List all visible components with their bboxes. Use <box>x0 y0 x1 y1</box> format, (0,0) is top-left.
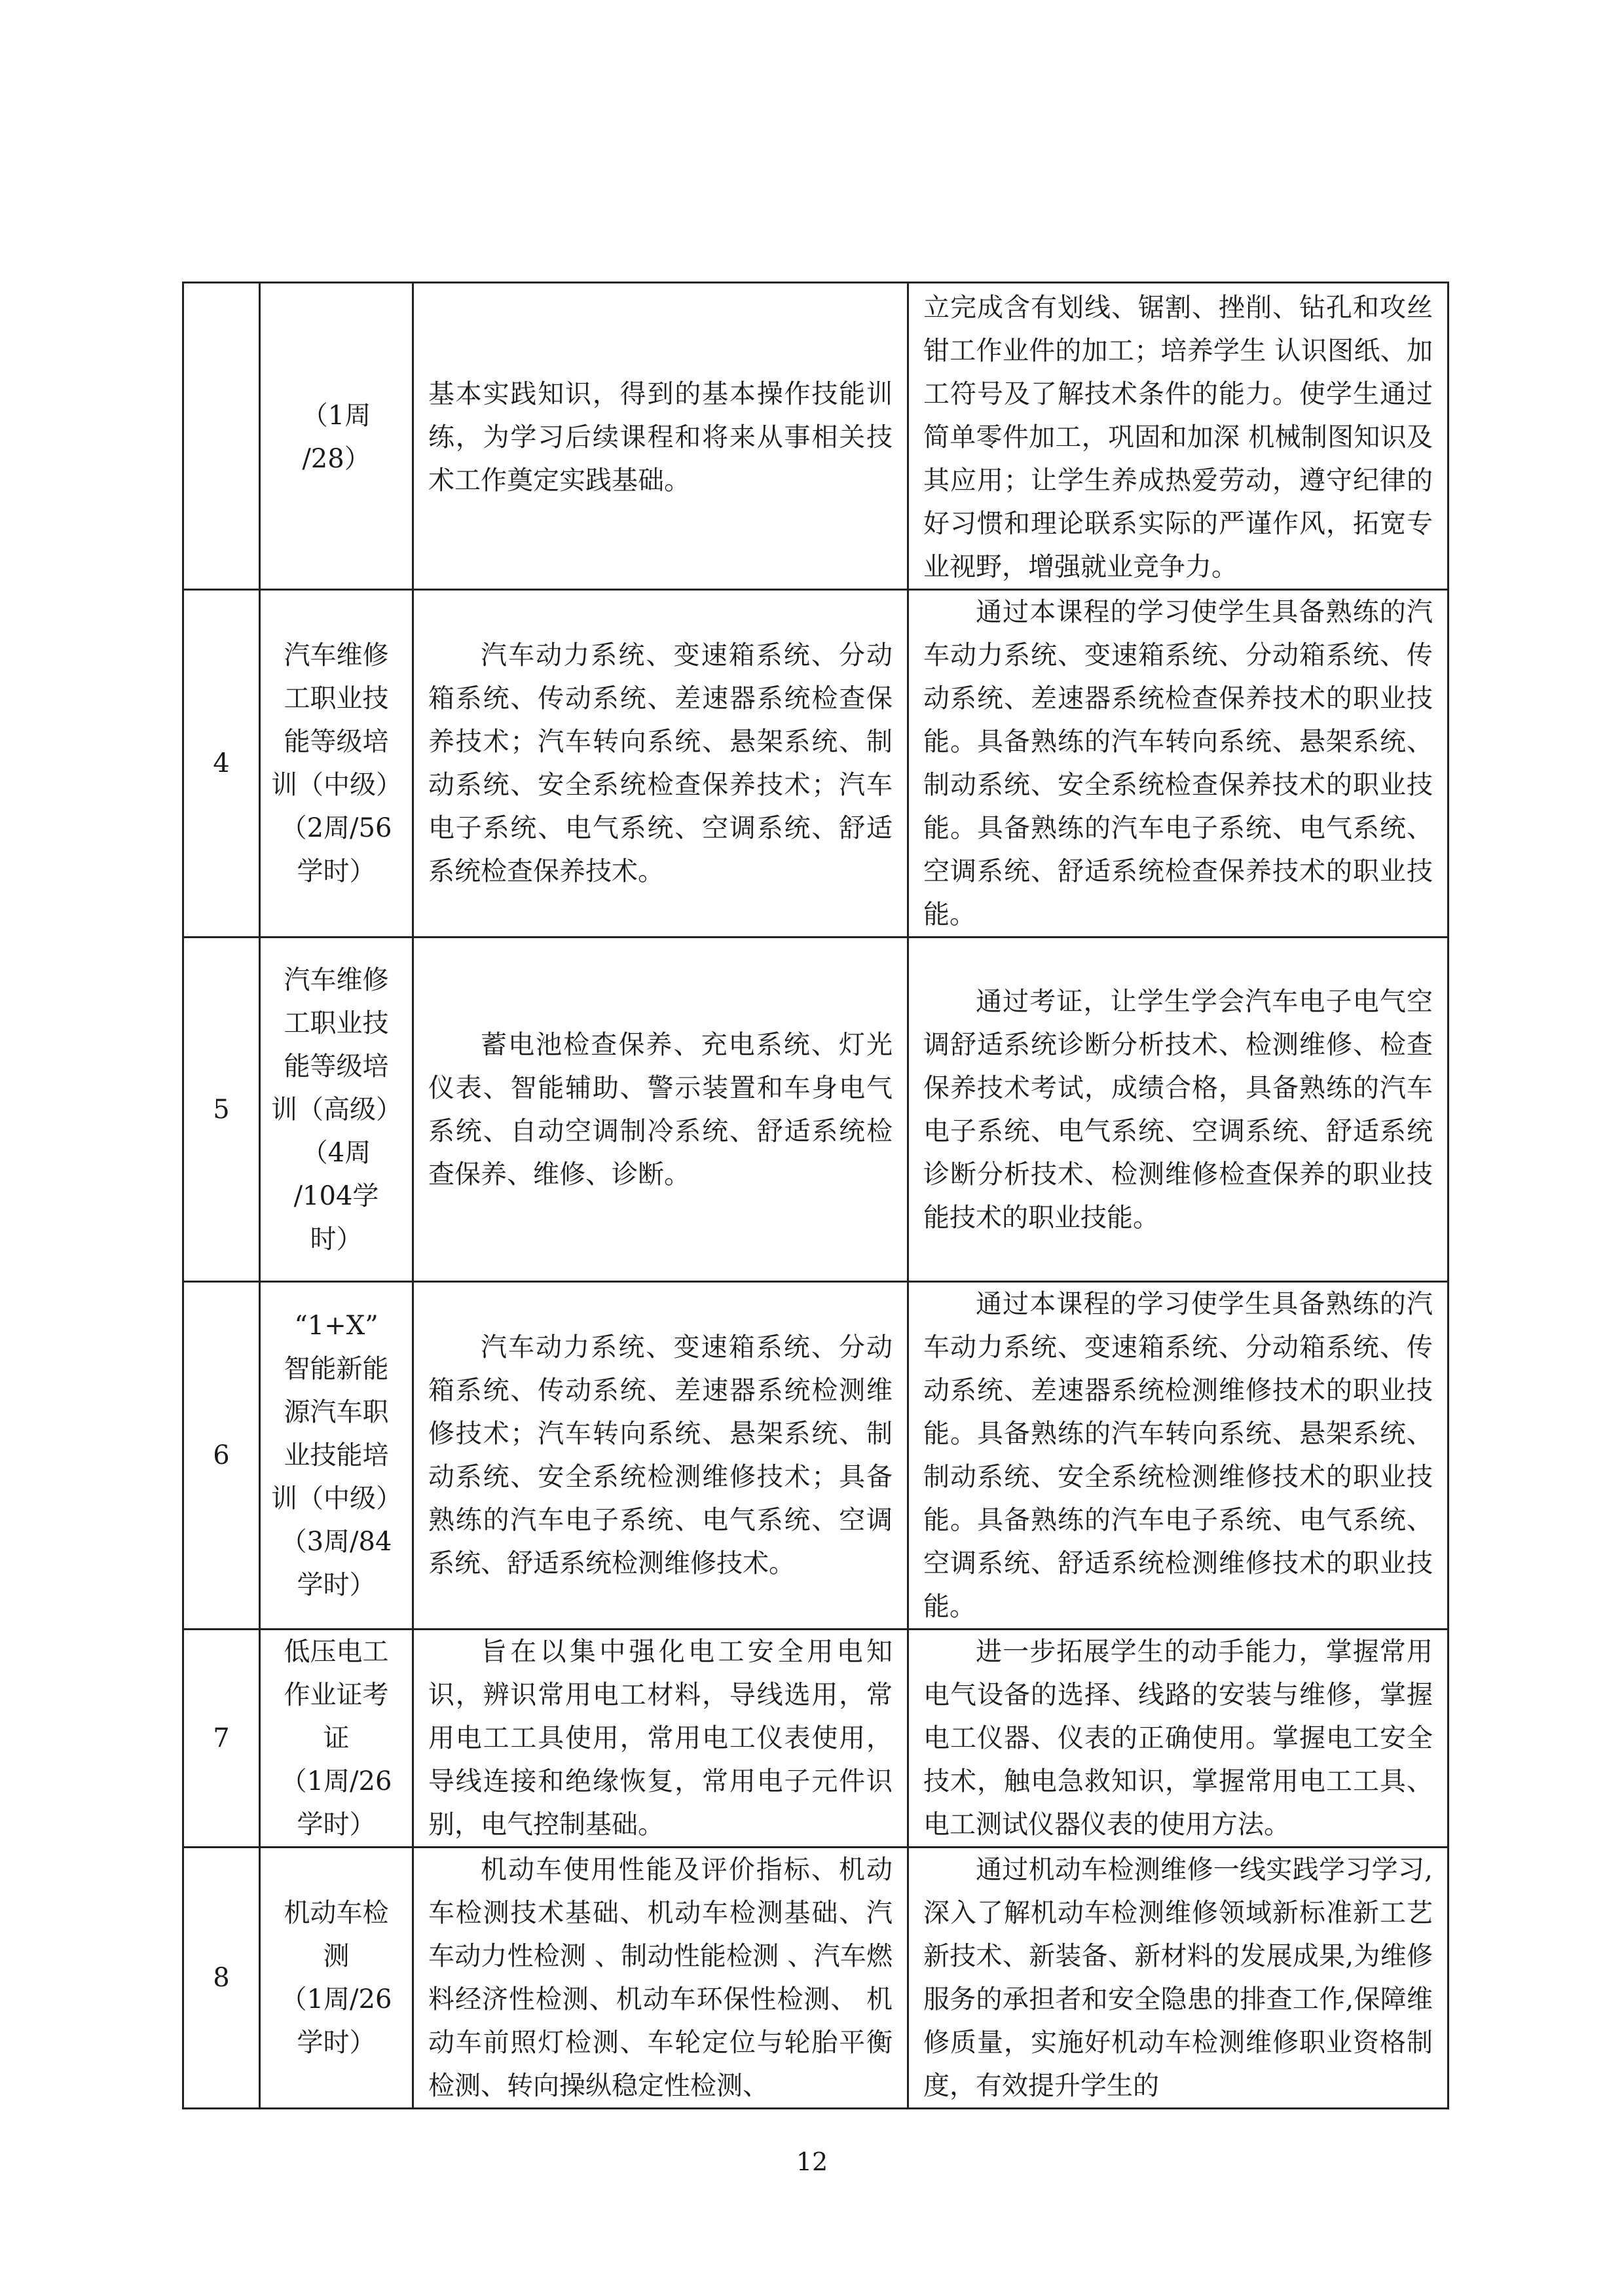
course-goal <box>908 1282 1449 1630</box>
course-name-line: 时） <box>310 1224 363 1254</box>
course-content-text: 机动车使用性能及评价指标、机动车检测技术基础、机动车检测基础、汽车动力性检测 、制动性能检测 、汽车燃料经济性检测、机动车环保性检测、 机动车前照灯检测、车轮定位与轮胎平衡检测、转向操纵稳定性检测、 <box>428 1855 893 2101</box>
row-number <box>183 283 260 590</box>
course-name-line: “1+X” <box>294 1311 378 1341</box>
row-number: 7 <box>183 1630 260 1848</box>
course-name-line: 测 <box>323 1941 350 1971</box>
row-number: 4 <box>183 590 260 938</box>
row-number: 5 <box>183 938 260 1282</box>
course-name-line: 业技能培 <box>284 1440 389 1470</box>
course-content-text: 汽车动力系统、变速箱系统、分动箱系统、传动系统、差速器系统检查保养技术；汽车转向系统、悬架系统、制动系统、安全系统检查保养技术；汽车电子系统、电气系统、空调系统、舒适系统检查保养技术。 <box>428 640 893 886</box>
table-row <box>183 938 1449 1282</box>
course-name-line: 学时） <box>297 1810 376 1840</box>
course-name-line: 源汽车职 <box>284 1397 389 1427</box>
course-goal <box>908 1630 1449 1848</box>
course-name <box>260 1282 413 1630</box>
course-content-text: 旨在以集中强化电工安全用电知识，辨识常用电工材料，导线选用，常用电工工具使用，常用电工仪表使用，导线连接和绝缘恢复，常用电子元件识别，电气控制基础。 <box>428 1637 893 1840</box>
course-name-line: （4周 <box>301 1137 371 1168</box>
course-content <box>413 283 908 590</box>
course-content <box>413 1630 908 1848</box>
course-content-text: 蓄电池检查保养、充电系统、灯光仪表、智能辅助、警示装置和车身电气系统、自动空调制冷系统、舒适系统检查保养、维修、诊断。 <box>428 1029 893 1190</box>
course-content-text: 汽车动力系统、变速箱系统、分动箱系统、传动系统、差速器系统检测维修技术；汽车转向系统、悬架系统、制动系统、安全系统检测维修技术；具备熟练的汽车电子系统、电气系统、空调系统、舒适系统检测维修技术。 <box>428 1332 893 1578</box>
course-goal <box>908 283 1449 590</box>
course-name-line: /104学 <box>293 1180 379 1211</box>
course-name <box>260 1848 413 2109</box>
course-name-line: 汽车维修 <box>284 964 389 995</box>
course-name <box>260 590 413 938</box>
page-number: 12 <box>796 2147 828 2176</box>
course-name-line: 智能新能 <box>284 1354 389 1384</box>
course-name-line: /28） <box>302 444 371 474</box>
course-content <box>413 1848 908 2109</box>
course-name-line: 工职业技 <box>284 1008 389 1038</box>
course-name-line: 训（高级） <box>271 1094 402 1125</box>
course-goal-text: 通过机动车检测维修一线实践学习学习,深入了解机动车检测维修领域新标准新工艺新技术、新装备、新材料的发展成果,为维修服务的承担者和安全隐患的排查工作,保障维修质量，实施好机动车检测维修职业资格制度，有效提升学生的 <box>923 1855 1433 2101</box>
course-goal <box>908 590 1449 938</box>
course-goal-text: 立完成含有划线、锯割、挫削、钻孔和攻丝钳工作业件的加工；培养学生 认识图纸、加工符号及了解技术条件的能力。使学生通过简单零件加工，巩固和加深 机械制图知识及其应用；让学生养成热爱劳动，遵守纪律的好习惯和理论联系实际的严谨作风，拓宽专业视野，增强就业竞争力。 <box>923 293 1433 582</box>
course-goal <box>908 1848 1449 2109</box>
course-name <box>260 1630 413 1848</box>
course-goal-text: 进一步拓展学生的动手能力，掌握常用电气设备的选择、线路的安装与维修，掌握电工仪器、仪表的正确使用。掌握电工安全技术，触电急救知识，掌握常用电工工具、电工测试仪器仪表的使用方法。 <box>923 1637 1433 1840</box>
row-number: 8 <box>183 1848 260 2109</box>
table-row <box>183 283 1449 590</box>
course-name-line: 训（中级） <box>271 770 402 800</box>
course-name-line: 学时） <box>297 856 376 886</box>
course-content-text: 基本实践知识，得到的基本操作技能训练，为学习后续课程和将来从事相关技术工作奠定实践基础。 <box>428 379 893 496</box>
course-name-line: （2周/56 <box>280 813 392 843</box>
course-name <box>260 283 413 590</box>
course-goal-text: 通过本课程的学习使学生具备熟练的汽车动力系统、变速箱系统、分动箱系统、传动系统、差速器系统检查保养技术的职业技能。具备熟练的汽车转向系统、悬架系统、制动系统、安全系统检查保养技术的职业技能。具备熟练的汽车电子系统、电气系统、空调系统、舒适系统检查保养技术的职业技能。 <box>923 597 1433 930</box>
row-number: 6 <box>183 1282 260 1630</box>
course-name-line: 汽车维修 <box>284 640 389 670</box>
course-table <box>182 282 1449 2109</box>
course-goal-text: 通过考证，让学生学会汽车电子电气空调舒适系统诊断分析技术、检测维修、检查保养技术考试，成绩合格，具备熟练的汽车电子系统、电气系统、空调系统、舒适系统诊断分析技术、检测维修检查保养的职业技能技术的职业技能。 <box>923 986 1433 1233</box>
course-name-line: 能等级培 <box>284 727 389 757</box>
course-content <box>413 938 908 1282</box>
table-row <box>183 1630 1449 1848</box>
course-name-line: 作业证考 <box>284 1680 389 1710</box>
course-goal <box>908 938 1449 1282</box>
course-name-line: 机动车检 <box>284 1898 389 1928</box>
course-name-line: 工职业技 <box>284 683 389 714</box>
course-name-line: （1周/26 <box>280 1984 392 2014</box>
course-name-line: （1周/26 <box>280 1766 392 1796</box>
course-name <box>260 938 413 1282</box>
course-content <box>413 590 908 938</box>
course-name-line: 学时） <box>297 2028 376 2058</box>
course-name-line: （1周 <box>301 401 371 431</box>
table-row <box>183 1848 1449 2109</box>
table-row <box>183 590 1449 938</box>
course-name-line: （3周/84 <box>280 1527 392 1557</box>
course-name-line: 证 <box>323 1723 350 1753</box>
course-name-line: 能等级培 <box>284 1051 389 1082</box>
table-row <box>183 1282 1449 1630</box>
course-name-line: 训（中级） <box>271 1484 402 1514</box>
course-name-line: 学时） <box>297 1570 376 1600</box>
course-content <box>413 1282 908 1630</box>
course-name-line: 低压电工 <box>284 1637 389 1667</box>
course-goal-text: 通过本课程的学习使学生具备熟练的汽车动力系统、变速箱系统、分动箱系统、传动系统、差速器系统检测维修技术的职业技能。具备熟练的汽车转向系统、悬架系统、制动系统、安全系统检测维修技术的职业技能。具备熟练的汽车电子系统、电气系统、空调系统、舒适系统检测维修技术的职业技能。 <box>923 1289 1433 1622</box>
